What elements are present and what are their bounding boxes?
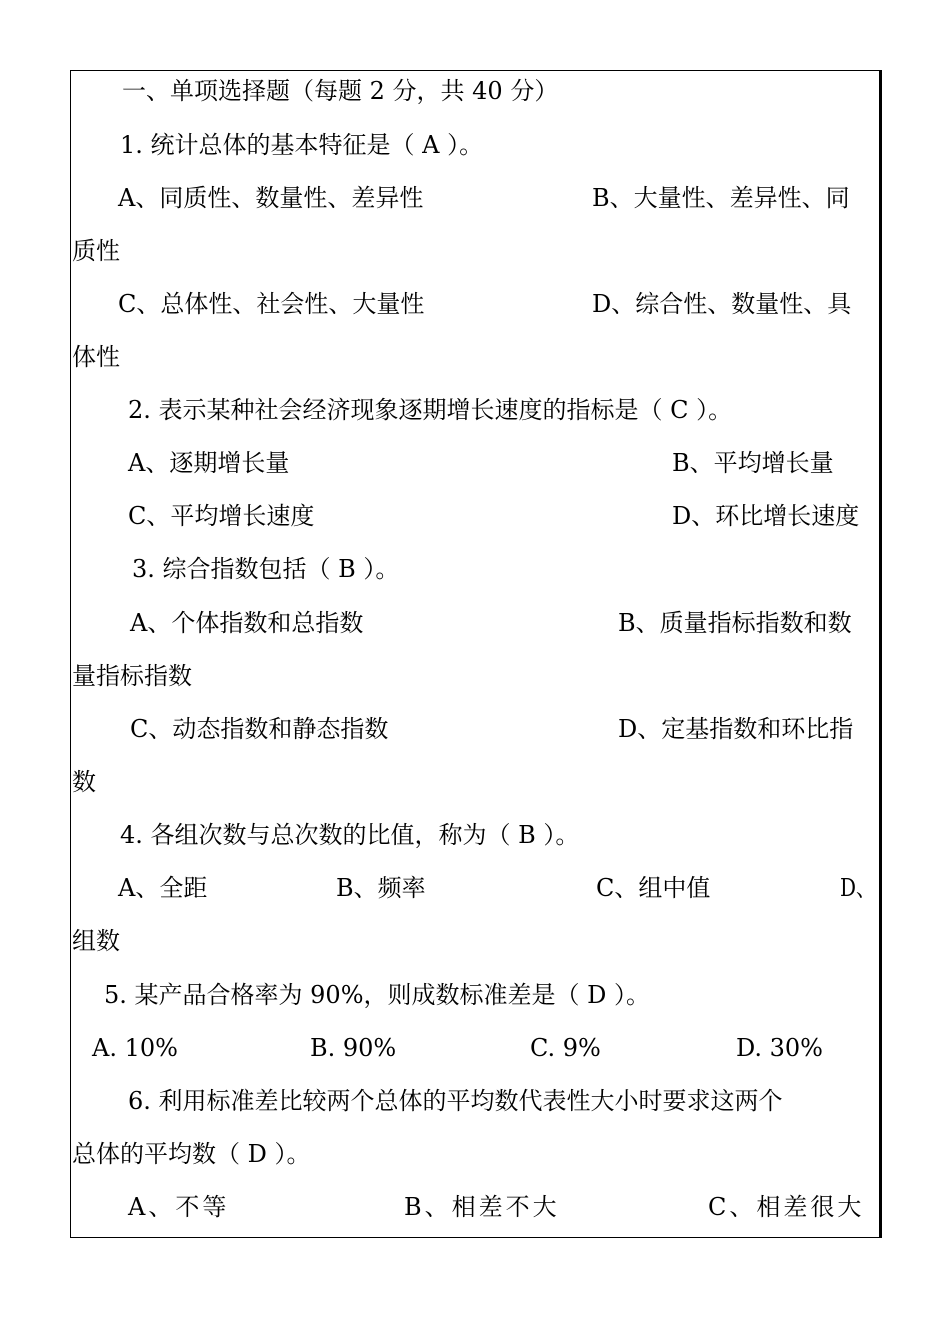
question-4-option-a: A、全距 bbox=[118, 874, 208, 902]
question-5-option-b: B. 90% bbox=[310, 1034, 397, 1062]
question-1-stem: 1. 统计总体的基本特征是（ A ）。 bbox=[120, 131, 484, 159]
question-5-stem: 5. 某产品合格率为 90%，则成数标准差是（ D ）。 bbox=[104, 981, 650, 1009]
question-4-option-c: C、组中值 bbox=[596, 874, 711, 902]
question-1-option-c: C、总体性、社会性、大量性 bbox=[118, 290, 425, 318]
question-4-option-b: B、频率 bbox=[336, 874, 426, 902]
question-1-option-b-cont: 质性 bbox=[72, 237, 120, 265]
question-1-option-b: B、大量性、差异性、同 bbox=[592, 184, 850, 212]
question-5-option-d: D. 30% bbox=[736, 1034, 823, 1062]
question-6-stem: 6. 利用标准差比较两个总体的平均数代表性大小时要求这两个 bbox=[128, 1087, 783, 1115]
question-2-option-b: B、平均增长量 bbox=[672, 449, 834, 477]
question-3-option-a: A、个体指数和总指数 bbox=[130, 609, 364, 637]
question-1-option-d-cont: 体性 bbox=[72, 343, 120, 371]
question-2-stem: 2. 表示某种社会经济现象逐期增长速度的指标是（ C ）。 bbox=[128, 396, 733, 424]
question-1-option-a: A、同质性、数量性、差异性 bbox=[118, 184, 424, 212]
question-2-option-c: C、平均增长速度 bbox=[128, 502, 315, 530]
question-5-option-c: C. 9% bbox=[530, 1034, 601, 1062]
question-1-option-d: D、综合性、数量性、具 bbox=[592, 290, 852, 318]
question-4-option-d-cont: 组数 bbox=[72, 927, 120, 955]
question-4-stem: 4. 各组次数与总次数的比值，称为（ B ）。 bbox=[120, 821, 580, 849]
question-2-option-d: D、环比增长速度 bbox=[672, 502, 860, 530]
question-3-option-d-cont: 数 bbox=[72, 768, 96, 796]
question-6-option-c: C、相差很大 bbox=[708, 1193, 865, 1221]
question-6-stem-cont: 总体的平均数（ D ）。 bbox=[72, 1140, 311, 1168]
question-5-option-a: A. 10% bbox=[92, 1034, 178, 1062]
question-6-option-b: B、相差不大 bbox=[404, 1193, 560, 1221]
question-2-option-a: A、逐期增长量 bbox=[128, 449, 290, 477]
question-3-stem: 3. 综合指数包括（ B ）。 bbox=[132, 555, 400, 583]
question-6-option-a: A、不等 bbox=[128, 1193, 230, 1221]
question-3-option-c: C、动态指数和静态指数 bbox=[130, 715, 389, 743]
section-title: 一、单项选择题（每题 2 分，共 40 分） bbox=[122, 77, 559, 105]
question-3-option-b-cont: 量指标指数 bbox=[72, 662, 192, 690]
question-4-option-d: D、 bbox=[840, 874, 876, 902]
question-3-option-b: B、质量指标指数和数 bbox=[618, 609, 852, 637]
question-3-option-d: D、定基指数和环比指 bbox=[618, 715, 854, 743]
